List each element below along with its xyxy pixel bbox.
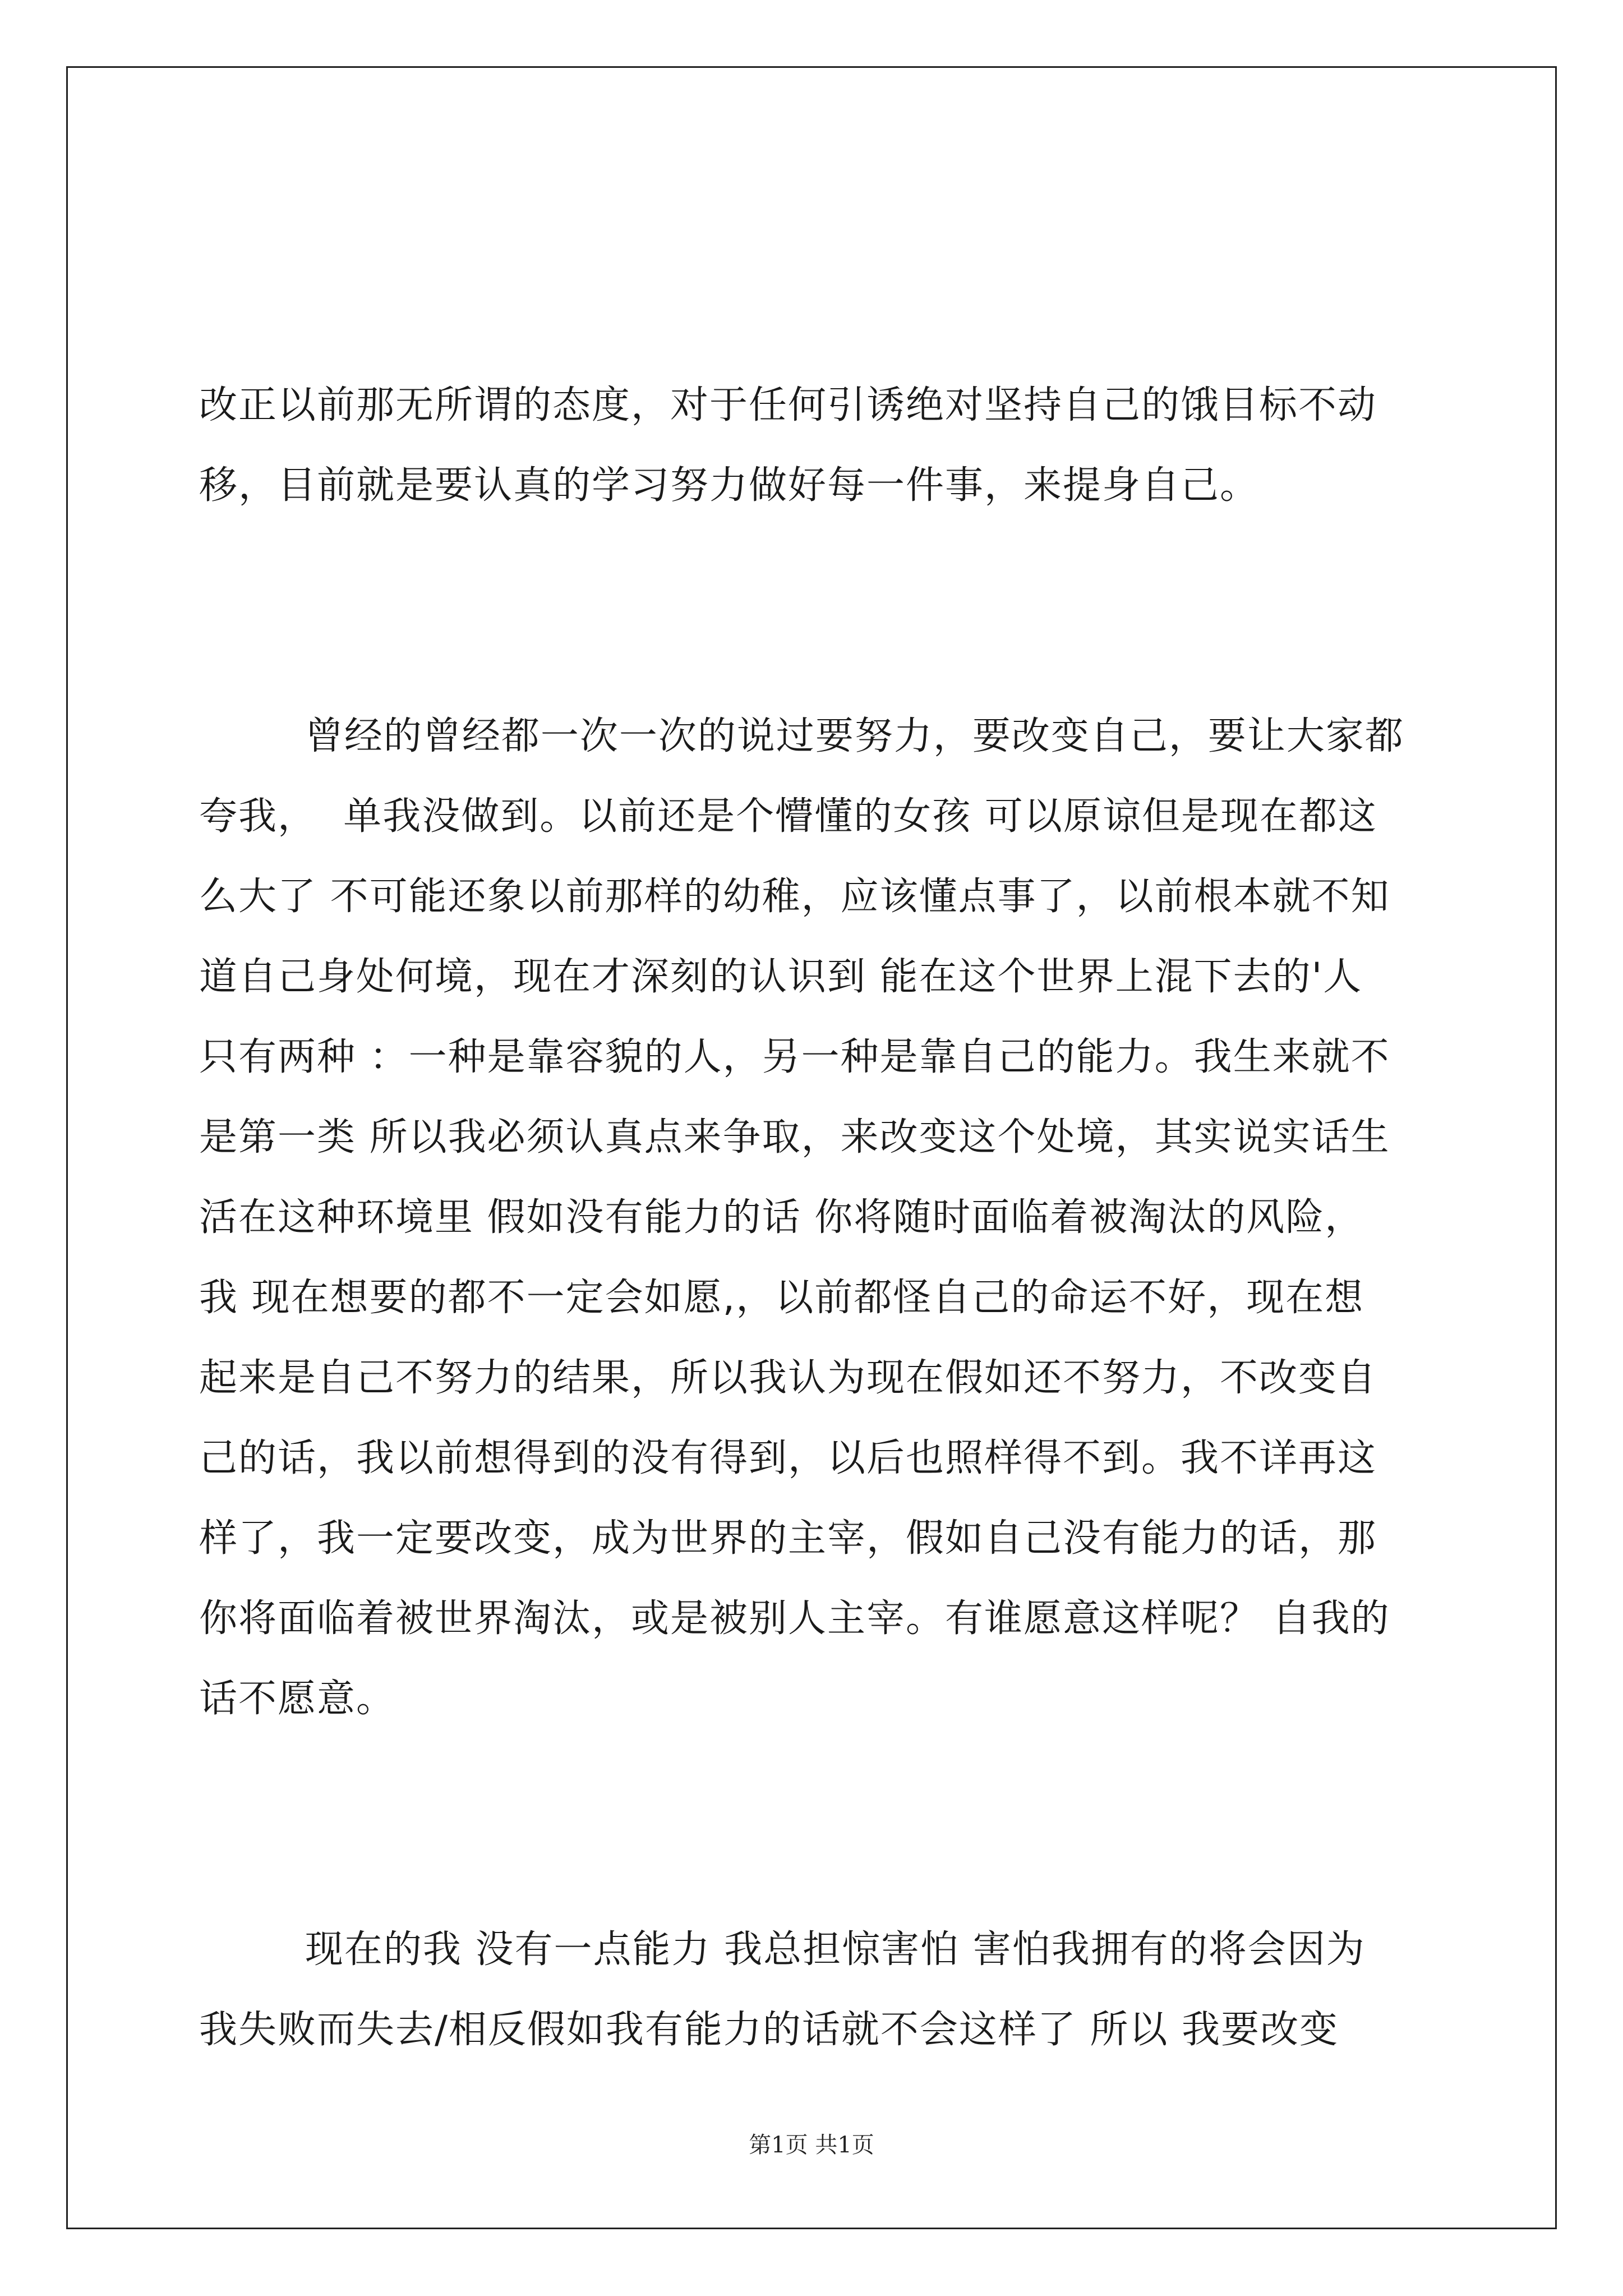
document-body	[199, 205, 1427, 2150]
paragraph-2: 曾经的曾经都一次一次的说过要努力，要改变自己，要让大家都 夸我， 单我没做到。以前还是个懵懂的女孩 可以原谅但是现在都这 么大了 不可能还象以前那样的幼稚，应该懂点事了，以前根本就不知 道自己身处何境，现在才深刻的认识到 能在这个世界上混下去的'人 只有两种 ：一种是靠容貌的人，另一种是靠自己的能力。我生来就不 是第一类 所以我必须认真点来争取，来改变这个处境，其实说实话生 活在这种环境里 假如没有能力的话 你将随时面临着被淘汰的风险， 我 现在想要的都不一定会如愿,，以前都怪自己的命运不好，现在想 起来是自己不努力的结果，所以我认为现在假如还不努力，不改变自 己的话，我以前想得到的没有得到，以后也照样得不到。我不详再这 样了，我一定要改变，成为世界的主宰，假如自己没有能力的话，那 你将面临着被世界淘汰，或是被别人主宰。有谁愿意这样呢？ 自我的 话不愿意。	[199, 714, 1404, 1721]
paragraph-3: 现在的我 没有一点能力 我总担惊害怕 害怕我拥有的将会因为 我失败而失去/相反假如我有能力的话就不会这样了 所以 我要改变	[199, 1927, 1366, 2052]
page-footer: 第1页 共1页	[749, 2132, 874, 2158]
paragraph-1: 改正以前那无所谓的态度，对于任何引诱绝对坚持自己的饿目标不动 移，目前就是要认真的学习努力做好每一件事，来提身自己。	[199, 383, 1377, 508]
